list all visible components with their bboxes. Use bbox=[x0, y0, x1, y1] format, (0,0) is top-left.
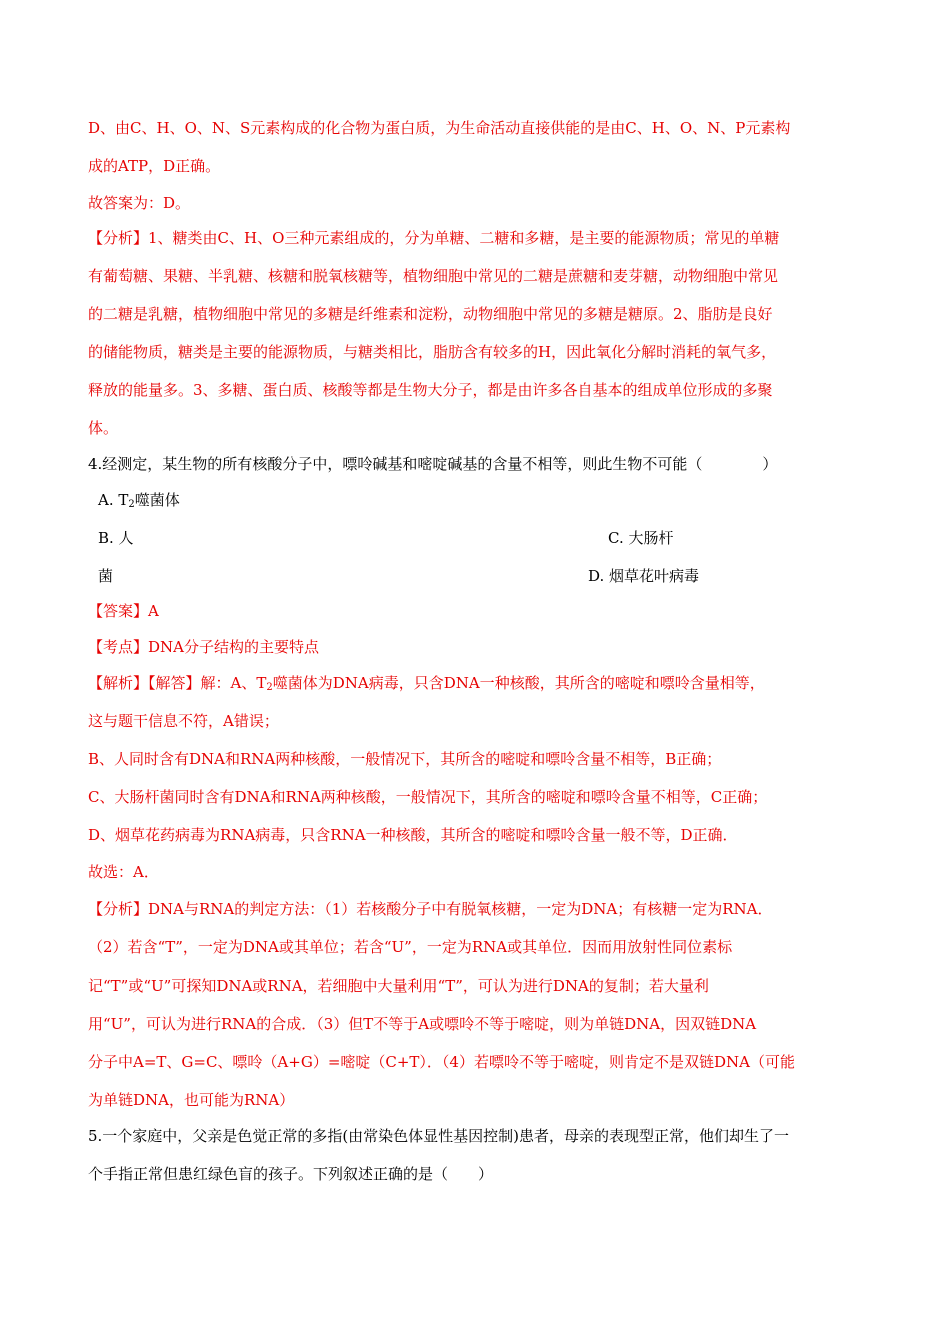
analysis-line4: 的储能物质，糖类是主要的能源物质，与糖类相比，脂肪含有较多的H，因此氧化分解时消耗的氧气多， bbox=[88, 343, 777, 361]
question-4-analysis-line2: （2）若含“T”，一定为DNA或其单位；若含“U”，一定为RNA或其单位．因而用放射性同位素标 bbox=[88, 938, 733, 956]
analysis-line6: 体。 bbox=[88, 419, 119, 437]
answer-statement: 故答案为：D。 bbox=[88, 194, 191, 212]
analysis-line2: 有葡萄糖、果糖、半乳糖、核糖和脱氧核糖等，植物细胞中常见的二糖是蔗糖和麦芽糖，动物细胞中常见 bbox=[88, 267, 779, 285]
question-4-analysis-line1: 【分析】DNA与RNA的判定方法：（1）若核酸分子中有脱氧核糖，一定为DNA；有核糖一定为RNA． bbox=[88, 900, 773, 918]
question-4-option-b: B. 人 bbox=[98, 529, 134, 547]
option-a-prefix: A. T bbox=[98, 491, 129, 509]
expl-prefix: 【解析】【解答】解：A、T bbox=[88, 674, 267, 692]
question-4-analysis-line3: 记“T”或“U”可探知DNA或RNA，若细胞中大量利用“T”，可认为进行DNA的复制；若大量利 bbox=[88, 977, 709, 995]
question-4-analysis-line4: 用“U”，可认为进行RNA的合成．（3）但T不等于A或嘌呤不等于嘧啶，则为单链DNA，因双链DNA bbox=[88, 1015, 757, 1033]
question-4-explanation-line5: D、烟草花药病毒为RNA病毒，只含RNA一种核酸，其所含的嘧啶和嘌呤含量一般不等，D正确． bbox=[88, 826, 738, 844]
analysis-line1: 【分析】1、糖类由C、H、O三种元素组成的，分为单糖、二糖和多糖，是主要的能源物质；常见的单糖 bbox=[88, 229, 780, 247]
expl-subscript: 2 bbox=[266, 682, 273, 693]
question-4-topic: 【考点】DNA分子结构的主要特点 bbox=[88, 638, 319, 656]
question-4-option-c-part1: C. 大肠杆 bbox=[608, 529, 674, 547]
analysis-line5: 释放的能量多。3、多糖、蛋白质、核酸等都是生物大分子，都是由许多各自基本的组成单位形成的多聚 bbox=[88, 381, 773, 399]
option-a-subscript: 2 bbox=[128, 499, 135, 510]
expl-suffix: 噬菌体为DNA病毒，只含DNA一种核酸，其所含的嘧啶和嘌呤含量相等， bbox=[272, 674, 765, 692]
question-4-answer: 【答案】A bbox=[88, 602, 159, 620]
option-d-explanation-line1: D、由C、H、O、N、S元素构成的化合物为蛋白质，为生命活动直接供能的是由C、H、O、N、P元素构 bbox=[88, 119, 791, 137]
question-4-analysis-line6: 为单链DNA，也可能为RNA） bbox=[88, 1091, 295, 1109]
analysis-line3: 的二糖是乳糖，植物细胞中常见的多糖是纤维素和淀粉，动物细胞中常见的多糖是糖原。2、脂肪是良好 bbox=[88, 305, 773, 323]
question-5-stem-line2: 个手指正常但患红绿色盲的孩子。下列叙述正确的是（ ） bbox=[88, 1165, 494, 1183]
question-4-option-d: D. 烟草花叶病毒 bbox=[588, 567, 700, 585]
question-4-explanation-line2: 这与题干信息不符，A错误； bbox=[88, 712, 279, 730]
question-4-stem: 4.经测定，某生物的所有核酸分子中，嘌呤碱基和嘧啶碱基的含量不相等，则此生物不可能（ ） bbox=[88, 455, 778, 473]
question-4-option-a bbox=[98, 490, 180, 510]
question-4-choose: 故选：A． bbox=[88, 863, 159, 881]
question-4-explanation-line4: C、大肠杆菌同时含有DNA和RNA两种核酸，一般情况下，其所含的嘧啶和嘌呤含量不相等，C正确； bbox=[88, 788, 768, 806]
question-4-explanation-line3: B、人同时含有DNA和RNA两种核酸，一般情况下，其所含的嘧啶和嘌呤含量不相等，B正确； bbox=[88, 750, 722, 768]
option-d-explanation-line2: 成的ATP，D正确。 bbox=[88, 157, 221, 175]
question-4-option-c-part2: 菌 bbox=[98, 567, 114, 585]
question-4-analysis-line5: 分子中A=T、G=C、嘌呤（A+G）=嘧啶（C+T）．（4）若嘌呤不等于嘧啶，则肯定不是双链DNA（可能 bbox=[88, 1053, 795, 1071]
option-a-suffix: 噬菌体 bbox=[134, 491, 180, 509]
question-4-explanation-line1 bbox=[88, 673, 765, 693]
question-5-stem-line1: 5.一个家庭中，父亲是色觉正常的多指(由常染色体显性基因控制)患者，母亲的表现型正常，他们却生了一 bbox=[88, 1127, 790, 1145]
